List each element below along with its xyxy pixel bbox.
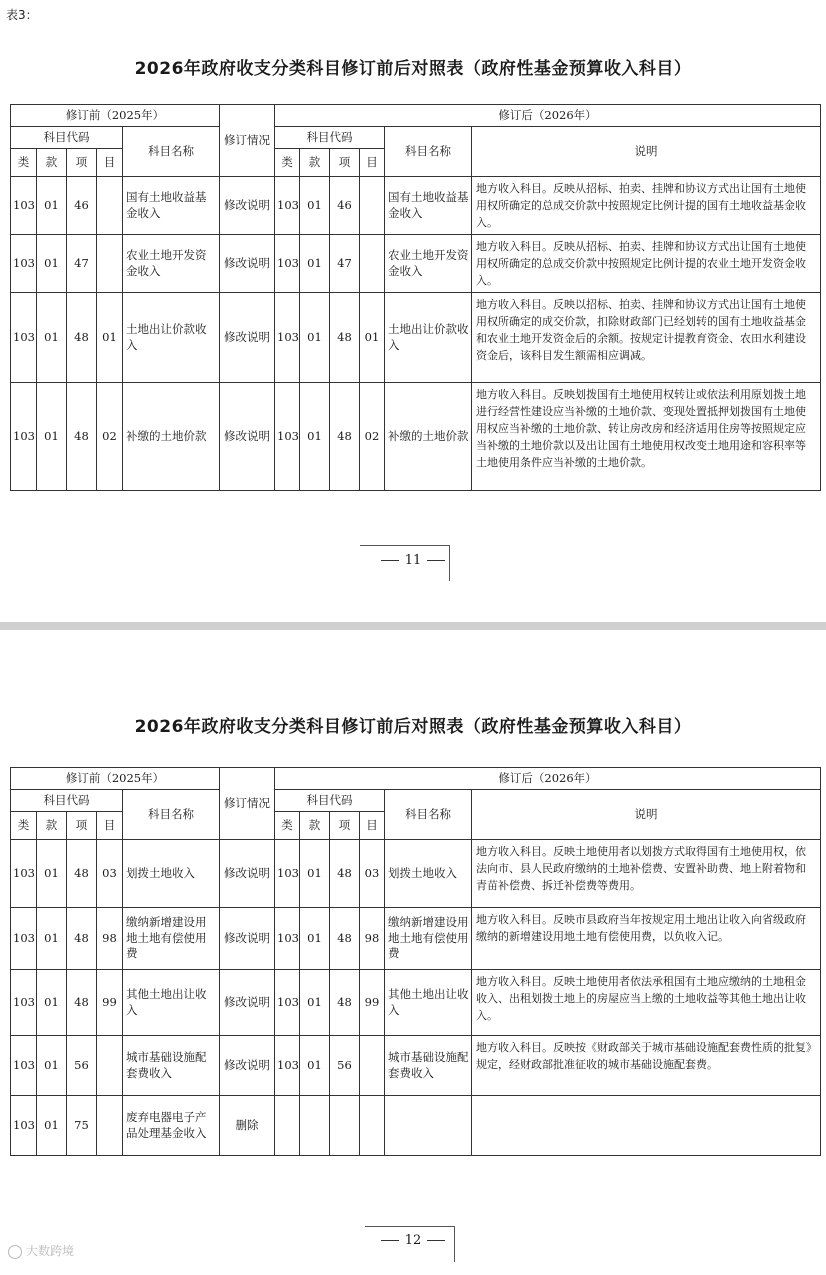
cell-name: 补缴的土地价款	[123, 383, 220, 491]
cell-description: 地方收入科目。反映土地使用者依法承租国有土地应缴纳的土地租金收入、出租划拨土地上的房屋应当上缴的土地收益等其他土地出让收入。	[472, 970, 821, 1036]
cell-name: 土地出让价款收入	[385, 293, 472, 383]
table-row	[11, 840, 821, 908]
cell-description	[472, 1096, 821, 1156]
table-row	[11, 908, 821, 970]
cell-lei: 103	[11, 383, 37, 491]
cell-name: 国有土地收益基金收入	[385, 177, 472, 235]
cell-name: 废弃电器电子产品处理基金收入	[123, 1096, 220, 1156]
header-code-before: 科目代码	[11, 127, 123, 149]
cell-lei: 103	[11, 293, 37, 383]
document-page-11	[0, 0, 826, 622]
cell-description: 地方收入科目。反映土地使用者以划拨方式取得国有土地使用权，依法向市、县人民政府缴纳的土地补偿费、安置补助费、地上附着物和青苗补偿费、拆迁补偿费等费用。	[472, 840, 821, 908]
cell-kuan: 01	[300, 293, 330, 383]
cell-description: 地方收入科目。反映按《财政部关于城市基础设施配套费性质的批复》规定，经财政部批准征收的城市基础设施配套费。	[472, 1036, 821, 1096]
cell-mu: 01	[97, 293, 123, 383]
cell-name: 城市基础设施配套费收入	[385, 1036, 472, 1096]
header-before: 修订前（2025年）	[11, 105, 220, 127]
cell-xiang: 48	[67, 293, 97, 383]
header-xiang: 项	[67, 812, 97, 840]
header-xiang: 项	[330, 149, 360, 177]
header-kuan: 款	[300, 149, 330, 177]
page-number	[0, 553, 826, 568]
watermark-text: 大数跨境	[26, 1244, 75, 1258]
header-xiang: 项	[67, 149, 97, 177]
cell-kuan: 01	[37, 383, 67, 491]
cell-xiang: 48	[330, 383, 360, 491]
cell-lei: 103	[11, 840, 37, 908]
cell-lei: 103	[275, 293, 300, 383]
cell-lei: 103	[11, 908, 37, 970]
cell-mu: 98	[360, 908, 385, 970]
cell-lei: 103	[275, 908, 300, 970]
comparison-table	[10, 767, 821, 1156]
header-mu: 目	[360, 149, 385, 177]
cell-mu	[97, 177, 123, 235]
header-mu: 目	[97, 812, 123, 840]
cell-xiang: 75	[67, 1096, 97, 1156]
cell-lei: 103	[11, 235, 37, 293]
cell-kuan: 01	[37, 293, 67, 383]
cell-lei: 103	[275, 1036, 300, 1096]
header-xiang: 项	[330, 812, 360, 840]
cell-kuan	[300, 1096, 330, 1156]
cell-name: 国有土地收益基金收入	[123, 177, 220, 235]
cell-kuan: 01	[300, 235, 330, 293]
header-code-after: 科目代码	[275, 790, 385, 812]
page-number-text: 12	[404, 1233, 422, 1248]
header-desc: 说明	[472, 127, 821, 177]
header-after: 修订后（2026年）	[275, 105, 821, 127]
cell-xiang: 48	[67, 908, 97, 970]
cell-status: 修改说明	[220, 177, 275, 235]
cell-lei: 103	[275, 840, 300, 908]
cell-name: 其他土地出让收入	[123, 970, 220, 1036]
header-name-after: 科目名称	[385, 790, 472, 840]
cell-xiang	[330, 1096, 360, 1156]
table-row	[11, 1036, 821, 1096]
cell-lei: 103	[11, 177, 37, 235]
header-code-after: 科目代码	[275, 127, 385, 149]
cell-mu: 03	[360, 840, 385, 908]
cell-description: 地方收入科目。反映从招标、拍卖、挂牌和协议方式出让国有土地使用权所确定的总成交价款中按照规定比例计提的农业土地开发资金收入。	[472, 235, 821, 293]
cell-status: 修改说明	[220, 293, 275, 383]
table-row	[11, 383, 821, 491]
header-lei: 类	[275, 149, 300, 177]
header-name-before: 科目名称	[123, 127, 220, 177]
cell-kuan: 01	[37, 235, 67, 293]
cell-kuan: 01	[300, 177, 330, 235]
cell-lei: 103	[275, 970, 300, 1036]
cell-xiang: 46	[67, 177, 97, 235]
header-lei: 类	[11, 149, 37, 177]
cell-name: 补缴的土地价款	[385, 383, 472, 491]
cell-xiang: 56	[67, 1036, 97, 1096]
cell-mu: 99	[360, 970, 385, 1036]
header-name-before: 科目名称	[123, 790, 220, 840]
cell-name: 农业土地开发资金收入	[385, 235, 472, 293]
cell-lei: 103	[275, 235, 300, 293]
table-row	[11, 293, 821, 383]
cell-xiang: 48	[67, 970, 97, 1036]
page-title: 2026年政府收支分类科目修订前后对照表（政府性基金预算收入科目）	[134, 59, 692, 79]
cell-name: 缴纳新增建设用地土地有偿使用费	[123, 908, 220, 970]
cell-xiang: 48	[330, 293, 360, 383]
cell-xiang: 48	[330, 970, 360, 1036]
cell-kuan: 01	[300, 908, 330, 970]
cell-status: 修改说明	[220, 908, 275, 970]
document-page-12	[0, 630, 826, 1275]
page-number	[0, 1233, 826, 1248]
cell-status: 修改说明	[220, 970, 275, 1036]
page-number-text: 11	[404, 553, 422, 568]
cell-lei: 103	[11, 1096, 37, 1156]
header-mu: 目	[97, 149, 123, 177]
cell-xiang: 48	[67, 840, 97, 908]
cell-name: 农业土地开发资金收入	[123, 235, 220, 293]
cell-kuan: 01	[37, 908, 67, 970]
cell-status: 删除	[220, 1096, 275, 1156]
cell-xiang: 48	[330, 908, 360, 970]
cell-name: 划拨土地收入	[385, 840, 472, 908]
cell-xiang: 46	[330, 177, 360, 235]
header-desc: 说明	[472, 790, 821, 840]
header-kuan: 款	[300, 812, 330, 840]
cell-mu: 98	[97, 908, 123, 970]
cell-kuan: 01	[37, 970, 67, 1036]
cell-mu	[360, 1096, 385, 1156]
cell-kuan: 01	[37, 177, 67, 235]
cell-description: 地方收入科目。反映从招标、拍卖、挂牌和协议方式出让国有土地使用权所确定的总成交价款中按照规定比例计提的国有土地收益基金收入。	[472, 177, 821, 235]
header-lei: 类	[275, 812, 300, 840]
table-row	[11, 235, 821, 293]
header-status: 修订情况	[220, 768, 275, 840]
header-kuan: 款	[37, 812, 67, 840]
cell-xiang: 56	[330, 1036, 360, 1096]
cell-kuan: 01	[37, 1096, 67, 1156]
cell-mu: 01	[360, 293, 385, 383]
cell-mu	[97, 1096, 123, 1156]
header-kuan: 款	[37, 149, 67, 177]
watermark	[8, 1242, 74, 1259]
cell-mu: 02	[97, 383, 123, 491]
cell-mu	[360, 177, 385, 235]
cell-description: 地方收入科目。反映以招标、拍卖、挂牌和协议方式出让国有土地使用权所确定的成交价款，扣除财政部门已经划转的国有土地收益基金和农业土地开发资金后的余额。按规定计提教育资金、农田水利建设资金后，该科目发生额需相应调减。	[472, 293, 821, 383]
cell-name: 土地出让价款收入	[123, 293, 220, 383]
cell-mu	[97, 1036, 123, 1096]
header-code-before: 科目代码	[11, 790, 123, 812]
watermark-logo-icon	[8, 1245, 22, 1259]
cell-lei: 103	[275, 383, 300, 491]
cell-kuan: 01	[300, 1036, 330, 1096]
table-row	[11, 177, 821, 235]
cell-xiang: 48	[67, 383, 97, 491]
cell-kuan: 01	[37, 1036, 67, 1096]
header-before: 修订前（2025年）	[11, 768, 220, 790]
cell-name	[385, 1096, 472, 1156]
cell-mu: 02	[360, 383, 385, 491]
cell-xiang: 48	[330, 840, 360, 908]
cell-status: 修改说明	[220, 1036, 275, 1096]
cell-name: 划拨土地收入	[123, 840, 220, 908]
cell-kuan: 01	[300, 970, 330, 1036]
cell-mu	[360, 1036, 385, 1096]
cell-status: 修改说明	[220, 383, 275, 491]
cell-mu: 03	[97, 840, 123, 908]
header-name-after: 科目名称	[385, 127, 472, 177]
header-after: 修订后（2026年）	[275, 768, 821, 790]
cell-status: 修改说明	[220, 235, 275, 293]
cell-name: 缴纳新增建设用地土地有偿使用费	[385, 908, 472, 970]
cell-xiang: 47	[330, 235, 360, 293]
cell-xiang: 47	[67, 235, 97, 293]
cell-kuan: 01	[300, 840, 330, 908]
header-mu: 目	[360, 812, 385, 840]
cell-lei	[275, 1096, 300, 1156]
cell-mu	[97, 235, 123, 293]
cell-status: 修改说明	[220, 840, 275, 908]
cell-lei: 103	[11, 970, 37, 1036]
table-row	[11, 1096, 821, 1156]
cell-description: 地方收入科目。反映市县政府当年按规定用土地出让收入向省级政府缴纳的新增建设用地土地有偿使用费，以负收入记。	[472, 908, 821, 970]
cell-name: 城市基础设施配套费收入	[123, 1036, 220, 1096]
cell-description: 地方收入科目。反映划拨国有土地使用权转让或依法利用原划拨土地进行经营性建设应当补缴的土地价款、变现处置抵押划拨国有土地使用权应当补缴的土地价款、转让房改房和经济适用住房等按照规定应当补缴的土地价款以及出让国有土地使用权改变土地用途和容积率等土地使用条件应当补缴的土地价款。	[472, 383, 821, 491]
cell-kuan: 01	[37, 840, 67, 908]
comparison-table	[10, 104, 821, 491]
table-label: 表3：	[6, 8, 38, 22]
cell-lei: 103	[275, 177, 300, 235]
header-lei: 类	[11, 812, 37, 840]
cell-kuan: 01	[300, 383, 330, 491]
cell-name: 其他土地出让收入	[385, 970, 472, 1036]
page-separator	[0, 622, 826, 630]
cell-mu: 99	[97, 970, 123, 1036]
table-row	[11, 970, 821, 1036]
cell-lei: 103	[11, 1036, 37, 1096]
cell-mu	[360, 235, 385, 293]
page-title: 2026年政府收支分类科目修订前后对照表（政府性基金预算收入科目）	[134, 717, 692, 737]
header-status: 修订情况	[220, 105, 275, 177]
